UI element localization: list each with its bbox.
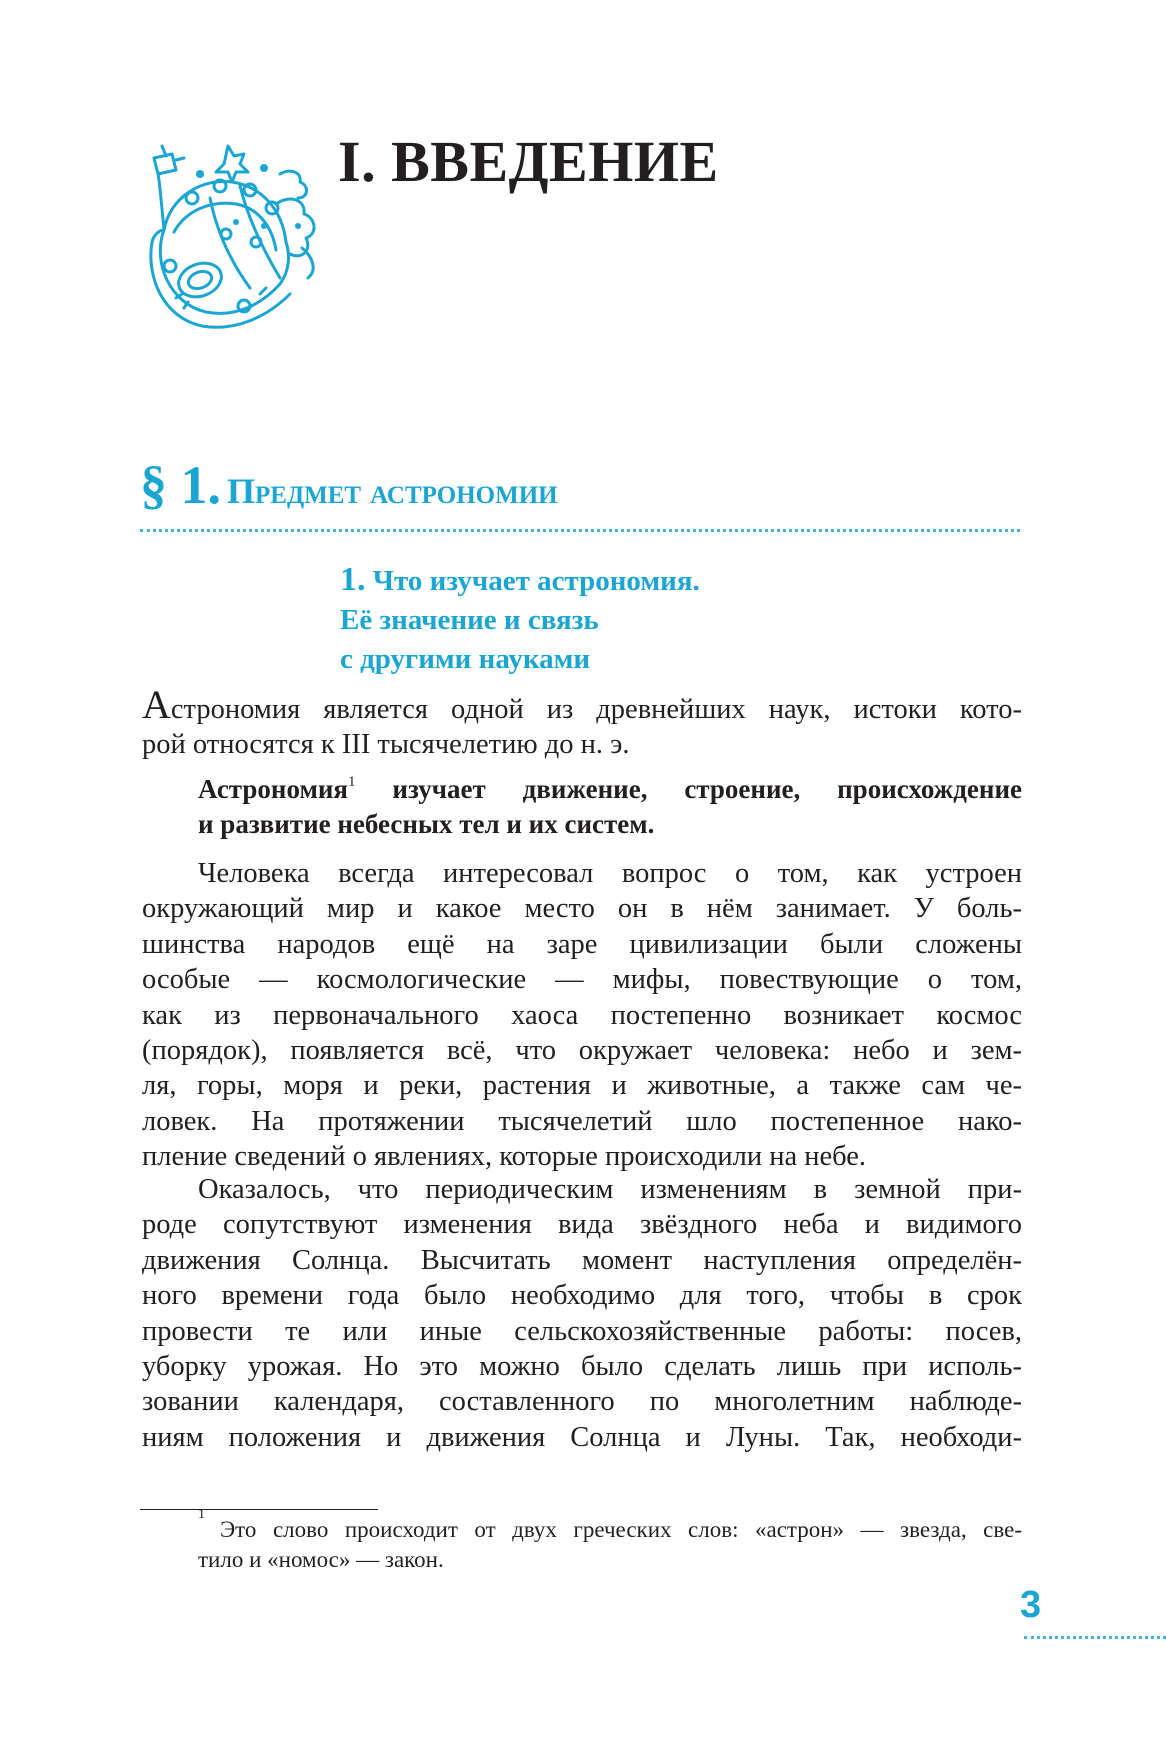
paragraph-2-line: уборку урожая. Но это можно было сделать лишь при исполь- (142, 1351, 1022, 1383)
subsection-heading (340, 560, 700, 679)
paragraph-1 (142, 856, 1022, 1175)
footnote-text-1: Это слово происходит от двух греческих слов: «астрон» — звезда, све- (220, 1517, 1022, 1542)
paragraph-2-line: движения Солнца. Высчитать момент наступления определён- (142, 1244, 1022, 1276)
paragraph-1-line: ля, горы, моря и реки, растения и животные, а также сам че- (142, 1070, 1022, 1102)
paragraph-2-line: ниям положения и движения Солнца и Луны. Так, необходи- (142, 1421, 1022, 1453)
definition-block (198, 772, 1022, 842)
page-number-divider (1024, 1636, 1166, 1639)
paragraph-2-line: зовании календаря, составленного по многолетним наблюде- (142, 1386, 1022, 1418)
paragraph-2-line: Оказалось, что периодическим изменениям в земной при- (198, 1174, 1022, 1205)
paragraph-1-line: Человека всегда интересовал вопрос о том, как устроен (198, 858, 1022, 889)
section-title: Предмет астрономии (227, 471, 558, 511)
chapter-title: I. ВВЕДЕНИЕ (338, 129, 719, 194)
footnote: 1 Это слово происходит от двух греческих слов: «астрон» — звезда, све- тило и «номос» — закон. (176, 1515, 1022, 1575)
intro-line-1: строномия является одной из древнейших наук, истоки кото- (170, 694, 1022, 725)
footnote-reference[interactable]: 1 (348, 774, 356, 790)
intro-paragraph (142, 682, 1022, 763)
drop-letter: А (142, 682, 171, 727)
section-number: § 1. (140, 455, 221, 515)
subsection-title-line-2: Её значение и связь (340, 604, 599, 636)
paragraph-1-line: (порядок), появляется всё, что окружает человека: небо и зем- (142, 1035, 1022, 1067)
paragraph-1-line: как из первоначального хаоса постепенно возникает космос (142, 999, 1022, 1031)
subsection-title-line-3: с другими науками (340, 643, 591, 675)
paragraph-1-line: шинства народов ещё на заре цивилизации были сложены (142, 928, 1022, 960)
paragraph-1-line: пление сведений о явлениях, которые происходили на небе. (142, 1141, 867, 1173)
paragraph-1-line: окружающий мир и какое место он в нём занимает. У боль- (142, 893, 1022, 925)
paragraph-1-line: ловек. На протяжении тысячелетий шло постепенное нако- (142, 1105, 1022, 1137)
paragraph-2 (142, 1172, 1022, 1455)
crown-icon (140, 138, 322, 330)
footnote-divider (140, 1509, 378, 1510)
paragraph-2-line: провести те или иные сельскохозяйственные работы: посев, (142, 1315, 1022, 1347)
paragraph-2-line: ного времени года было необходимо для того, чтобы в срок (142, 1280, 1022, 1312)
intro-line-2: рой относятся к III тысячелетию до н. э. (142, 729, 630, 761)
definition-term: Астрономия (198, 774, 349, 804)
footnote-line-1 (176, 1515, 1022, 1545)
page-number: 3 (1020, 1584, 1042, 1626)
section-divider (140, 529, 1020, 532)
section-heading (140, 454, 558, 516)
paragraph-2-line: роде сопутствуют изменения вида звёздного неба и видимого (142, 1209, 1022, 1241)
definition-line-2: и развитие небесных тел и их систем. (198, 809, 655, 839)
footnote-line-2: тило и «номос» — закон. (198, 1547, 444, 1572)
subsection-number: 1. (340, 561, 366, 598)
definition-line-1: изучает движение, строение, происхождение (355, 774, 1022, 804)
subsection-title-line-1: Что изучает астрономия. (372, 565, 700, 597)
paragraph-1-line: особые — космологические — мифы, повествующие о том, (142, 964, 1022, 996)
